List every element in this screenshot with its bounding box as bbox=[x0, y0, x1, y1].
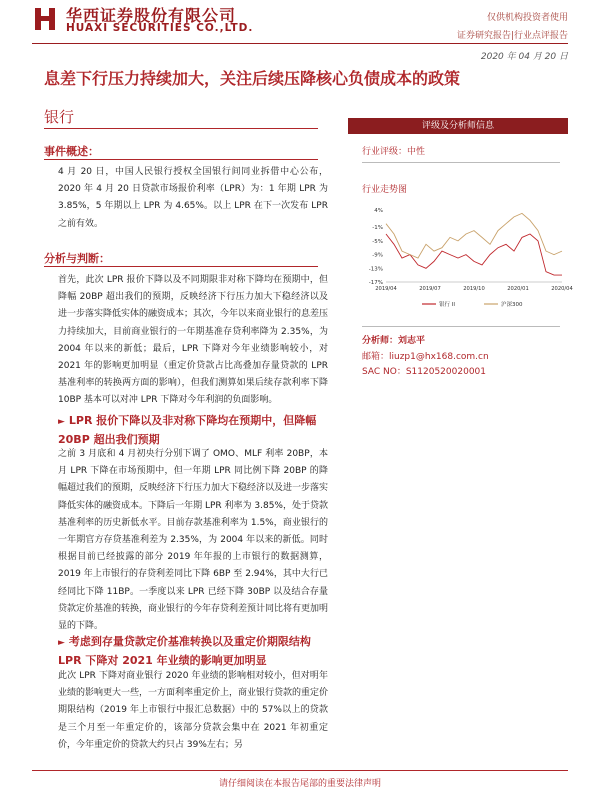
report-date: 2020 年 04 月 20 日 bbox=[480, 52, 568, 62]
x-tick-label: 2019/07 bbox=[419, 286, 441, 292]
analyst-name: 分析师：刘志平 bbox=[362, 336, 426, 346]
sac-number: SAC NO：S1120520020001 bbox=[362, 367, 486, 377]
y-tick-label: -13% bbox=[368, 266, 383, 273]
analysis-divider bbox=[44, 266, 318, 267]
y-tick-label: -17% bbox=[368, 280, 383, 286]
report-title: 息差下行压力持续加大，关注后续压降核心负债成本的政策 bbox=[44, 69, 461, 88]
legend-label: 沪深300 bbox=[501, 302, 523, 308]
point2-heading bbox=[58, 633, 334, 669]
triangle-bullet-icon: ► bbox=[58, 638, 65, 648]
company-name-en: HUAXI SECURITIES CO.,LTD. bbox=[66, 22, 254, 34]
event-paragraph: 4 月 20 日，中国人民银行授权全国银行间同业拆借中心公布，2020 年 4 月 20 日贷款市场报价利率（LPR）为：1 年期 LPR 为 3.85%，5 年期以上 LPR 为 4.65%。以上 LPR 在下一次发布 LPR 之前有效。 bbox=[58, 167, 328, 229]
company-name-cn: 华西证券股份有限公司 bbox=[66, 6, 237, 25]
huaxi-logo-icon bbox=[32, 4, 58, 32]
industry-name: 银行 bbox=[44, 108, 75, 126]
point1-heading bbox=[58, 412, 334, 448]
footer-divider bbox=[32, 770, 568, 771]
industry-trend-chart bbox=[362, 202, 573, 316]
audience-tag: 仅供机构投资者使用 bbox=[486, 13, 568, 23]
legal-notice: 请仔细阅读在本报告尾部的重要法律声明 bbox=[218, 779, 381, 789]
event-divider bbox=[44, 159, 318, 160]
point2-paragraph: 此次 LPR 下降对商业银行 2020 年业绩的影响相对较小，但对明年业绩的影响更大一些，一方面利率重定价上，商业银行贷款的重定价期限结构（2019 年上市银行中报汇总数据）中的 57%以上的贷款是三个月至一年重定价的，该部分贷款会集中在 2021 年初重定价，今年重定价的贷款大约只占 39%左右；另 bbox=[58, 671, 329, 750]
series-line-1 bbox=[386, 234, 562, 275]
y-tick-label: 4% bbox=[374, 208, 383, 214]
point1-paragraph: 之前 3 月底和 4 月初央行分别下调了 OMO、MLF 利率 20BP，本月 LPR 下降在市场预期中，但一年期 LPR 同比例下降 20BP 的降幅超过我们的预期，反映经济下行压力加大下稳经济以及进一步落实降低实体的融资成本。下降后一年期 LPR 利率为 3.85%，处于贷款基准利率的历史新低水平。目前存款基准利率为 1.5%，商业银行的一年期官方存贷基准利差为 2.35%，为 2004 年以来的新低。同时根据目前已经披露的部分 2019 年年报的上市银行的数据测算，2019 年上市银行的存贷利差同比下降 6BP 至 2.94%，其中大行已经同比下降 11BP。一季度以来 LPR 已经下降 30BP 以及结合存量贷款定价基准的转换，商业银行的今年存贷利差预计同比将有更加明显的下降。 bbox=[58, 449, 329, 632]
industry-rating: 行业评级：中性 bbox=[362, 147, 426, 157]
rating-section-bar: 评级及分析师信息 bbox=[348, 118, 568, 134]
y-tick-label: -1% bbox=[372, 225, 383, 232]
x-tick-label: 2019/10 bbox=[463, 286, 485, 292]
point1-heading-text: LPR 报价下降以及非对称下降均在预期中，但降幅 20BP 超出我们预期 bbox=[58, 414, 317, 446]
analysis-heading: 分析与判断： bbox=[44, 252, 110, 265]
title-divider bbox=[44, 128, 318, 129]
rating-divider bbox=[362, 162, 560, 163]
chart-title: 行业走势图 bbox=[362, 185, 408, 195]
analyst-email: 邮箱：liuzp1@hx168.com.cn bbox=[362, 352, 489, 362]
y-tick-label: -9% bbox=[372, 252, 383, 259]
x-tick-label: 2020/04 bbox=[551, 286, 573, 292]
event-heading: 事件概述： bbox=[44, 145, 99, 158]
report-type-tag: 证券研究报告|行业点评报告 bbox=[456, 31, 568, 41]
legend-label: 银行 II bbox=[439, 302, 455, 308]
series-line-2 bbox=[386, 213, 562, 258]
x-tick-label: 2019/04 bbox=[375, 286, 397, 292]
y-tick-label: -5% bbox=[372, 238, 383, 245]
analyst-divider bbox=[362, 326, 560, 327]
point2-heading-text: 考虑到存量贷款定价基准转换以及重定价期限结构 LPR 下降对 2021 年业绩的影响更加明显 bbox=[58, 635, 311, 667]
header-divider bbox=[32, 43, 568, 44]
analysis-paragraph: 首先，此次 LPR 报价下降以及不同期限非对称下降均在预期中，但降幅 20BP 超出我们的预期，反映经济下行压力加大下稳经济以及进一步落实降低实体的融资成本；其次，今年以来商业银行的息差压力持续加大，目前商业银行的一年期基准存贷利率降为 2.35%，为 2004 年以来的新低；最后，LPR 下降对今年业绩影响较小，对 2021 年的影响更加明显（重定价贷款占比高叠加存量贷款的 LPR 基准利率的转换两方面的影响），但我们测算如果后续存款利率下降 10BP 基本可以对冲 LPR 下降对今年利润的负面影响。 bbox=[58, 275, 329, 406]
x-tick-label: 2020/01 bbox=[507, 286, 529, 292]
triangle-bullet-icon: ► bbox=[58, 417, 65, 427]
